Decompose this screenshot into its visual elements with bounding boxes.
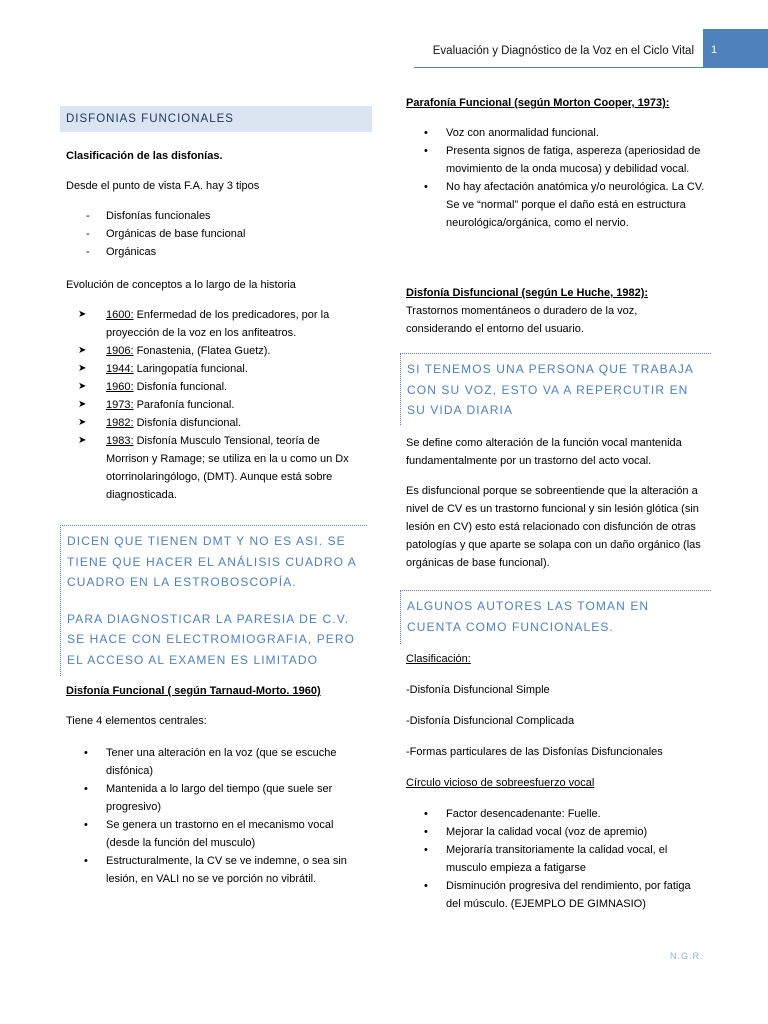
list-item: • Se genera un trastorno en el mecanismo vocal (desde la función del musculo) bbox=[76, 816, 366, 852]
callout-vida-diaria: SI TENEMOS UNA PERSONA QUE TRABAJA CON SU VOZ, ESTO VA A REPERCUTIR EN SU VIDA DIARIA bbox=[407, 362, 694, 417]
timeline-text: Disfonía funcional. bbox=[133, 381, 228, 393]
disfuncional-text: Trastornos momentáneos o duradero de la voz, considerando el entorno del usuario. bbox=[406, 305, 638, 335]
list-item: • Mejorar la calidad vocal (voz de apremio) bbox=[416, 823, 706, 841]
clasificacion-item: -Disfonía Disfuncional Complicada bbox=[406, 715, 575, 727]
page-number: 1 bbox=[711, 44, 718, 56]
timeline-text: Enfermedad de los predicadores, por la proyección de la voz en los anfiteatros. bbox=[106, 309, 330, 339]
parafonia-list bbox=[416, 124, 706, 232]
list-item: • Estructuralmente, la CV se ve indemne, o sea sin lesión, en VALI no se ve porción no vibrátil. bbox=[76, 852, 366, 888]
list-item: - Disfonías funcionales bbox=[66, 207, 366, 225]
section-heading: DISFONIAS FUNCIONALES bbox=[60, 106, 372, 132]
clasificacion-item: -Disfonía Disfuncional Simple bbox=[406, 684, 550, 696]
list-item: • Mantenida a lo largo del tiempo (que suele ser progresivo) bbox=[76, 780, 366, 816]
clasificacion-item: -Formas particulares de las Disfonías Disfuncionales bbox=[406, 746, 663, 758]
timeline-item bbox=[66, 432, 356, 504]
definicion-text: Se define como alteración de la función vocal mantenida fundamentalmente por un trastorno del acto vocal. bbox=[406, 437, 682, 467]
header-rule bbox=[414, 67, 768, 68]
clasificacion-title: Clasificación de las disfonías. bbox=[66, 150, 223, 162]
list-item: - Orgánicas de base funcional bbox=[66, 225, 366, 243]
timeline-item bbox=[66, 396, 356, 414]
document-header-title: Evaluación y Diagnóstico de la Voz en el Ciclo Vital bbox=[432, 45, 694, 57]
disfuncional-title: Disfonía Disfuncional (según Le Huche, 1982): bbox=[406, 287, 649, 299]
page-number-box bbox=[703, 29, 768, 67]
timeline-item bbox=[66, 378, 356, 396]
elementos-intro: Tiene 4 elementos centrales: bbox=[66, 715, 207, 727]
circulo-title: Círculo vicioso de sobreesfuerzo vocal bbox=[406, 777, 595, 789]
list-item: • No hay afectación anatómica y/o neurológica. La CV. Se ve “normal” porque el daño está en estructura neurológica/orgánica, como el nervio. bbox=[416, 178, 706, 232]
tipos-list bbox=[66, 207, 366, 261]
elementos-list bbox=[76, 744, 366, 888]
timeline-list bbox=[66, 306, 356, 504]
footer-initials: N.G.R. bbox=[670, 951, 704, 961]
timeline-year: 1983: bbox=[106, 435, 134, 447]
timeline-text: Disfonía disfuncional. bbox=[133, 417, 242, 429]
timeline-text: Parafonía funcional. bbox=[133, 399, 235, 411]
tarnaud-title: Disfonía Funcional ( según Tarnaud-Morto. 1960) bbox=[66, 685, 321, 697]
timeline-year: 1600: bbox=[106, 309, 134, 321]
timeline-text: Laringopatía funcional. bbox=[133, 363, 248, 375]
clasificacion-label: Clasificación: bbox=[406, 653, 471, 665]
evolucion-title: Evolución de conceptos a lo largo de la historia bbox=[66, 279, 296, 291]
timeline-item bbox=[66, 306, 356, 342]
list-item: - Orgánicas bbox=[66, 243, 366, 261]
timeline-item bbox=[66, 342, 356, 360]
timeline-year: 1906: bbox=[106, 345, 134, 357]
callout-autores: ALGUNOS AUTORES LAS TOMAN EN CUENTA COMO FUNCIONALES. bbox=[407, 599, 650, 634]
timeline-text: Fonastenia, (Flatea Guetz). bbox=[133, 345, 271, 357]
list-item: • Presenta signos de fatiga, aspereza (aperiosidad de movimiento de la onda mucosa) y debilidad vocal. bbox=[416, 142, 706, 178]
punto-vista-text: Desde el punto de vista F.A. hay 3 tipos bbox=[66, 180, 260, 192]
circulo-list bbox=[416, 805, 706, 913]
callout-box bbox=[400, 353, 711, 425]
callout-box bbox=[400, 590, 711, 644]
callout-paresia: PARA DIAGNOSTICAR LA PARESIA DE C.V. SE HACE CON ELECTROMIOGRAFIA, PERO EL ACCESO AL EXAMEN ES LIMITADO bbox=[67, 611, 356, 667]
callout-dmt: DICEN QUE TIENEN DMT Y NO ES ASI. SE TIENE QUE HACER EL ANÁLISIS CUADRO A CUADRO EN LA ESTROBOSCOPÍA. bbox=[67, 534, 357, 589]
timeline-item bbox=[66, 414, 356, 432]
timeline-year: 1960: bbox=[106, 381, 134, 393]
list-item: • Tener una alteración en la voz (que se escuche disfónica) bbox=[76, 744, 366, 780]
timeline-year: 1973: bbox=[106, 399, 134, 411]
timeline-item bbox=[66, 360, 356, 378]
timeline-year: 1982: bbox=[106, 417, 134, 429]
timeline-text: Disfonía Musculo Tensional, teoría de Morrison y Ramage; se utiliza en la u como un Dx otorrinolaringólogo, (DMT). Aunque está sobre diagnosticada. bbox=[106, 435, 349, 501]
list-item: • Mejoraría transitoriamente la calidad vocal, el musculo empieza a fatigarse bbox=[416, 841, 706, 877]
parafonia-title: Parafonía Funcional (según Morton Cooper, 1973): bbox=[406, 97, 670, 109]
callout-box bbox=[60, 525, 367, 676]
list-item: • Voz con anormalidad funcional. bbox=[416, 124, 706, 142]
list-item: • Disminución progresiva del rendimiento, por fatiga del músculo. (EJEMPLO DE GIMNASIO) bbox=[416, 877, 706, 913]
timeline-year: 1944: bbox=[106, 363, 134, 375]
disfuncional-porque-text: Es disfuncional porque se sobreentiende que la alteración a nivel de CV es un trastorno funcional y sin lesión glótica (sin lesión en CV) esto está relacionado con disfunción de otras patologías y que aparte se solapa con un daño orgánico (las orgánicas de base funcional). bbox=[406, 485, 701, 569]
list-item: • Factor desencadenante: Fuelle. bbox=[416, 805, 706, 823]
